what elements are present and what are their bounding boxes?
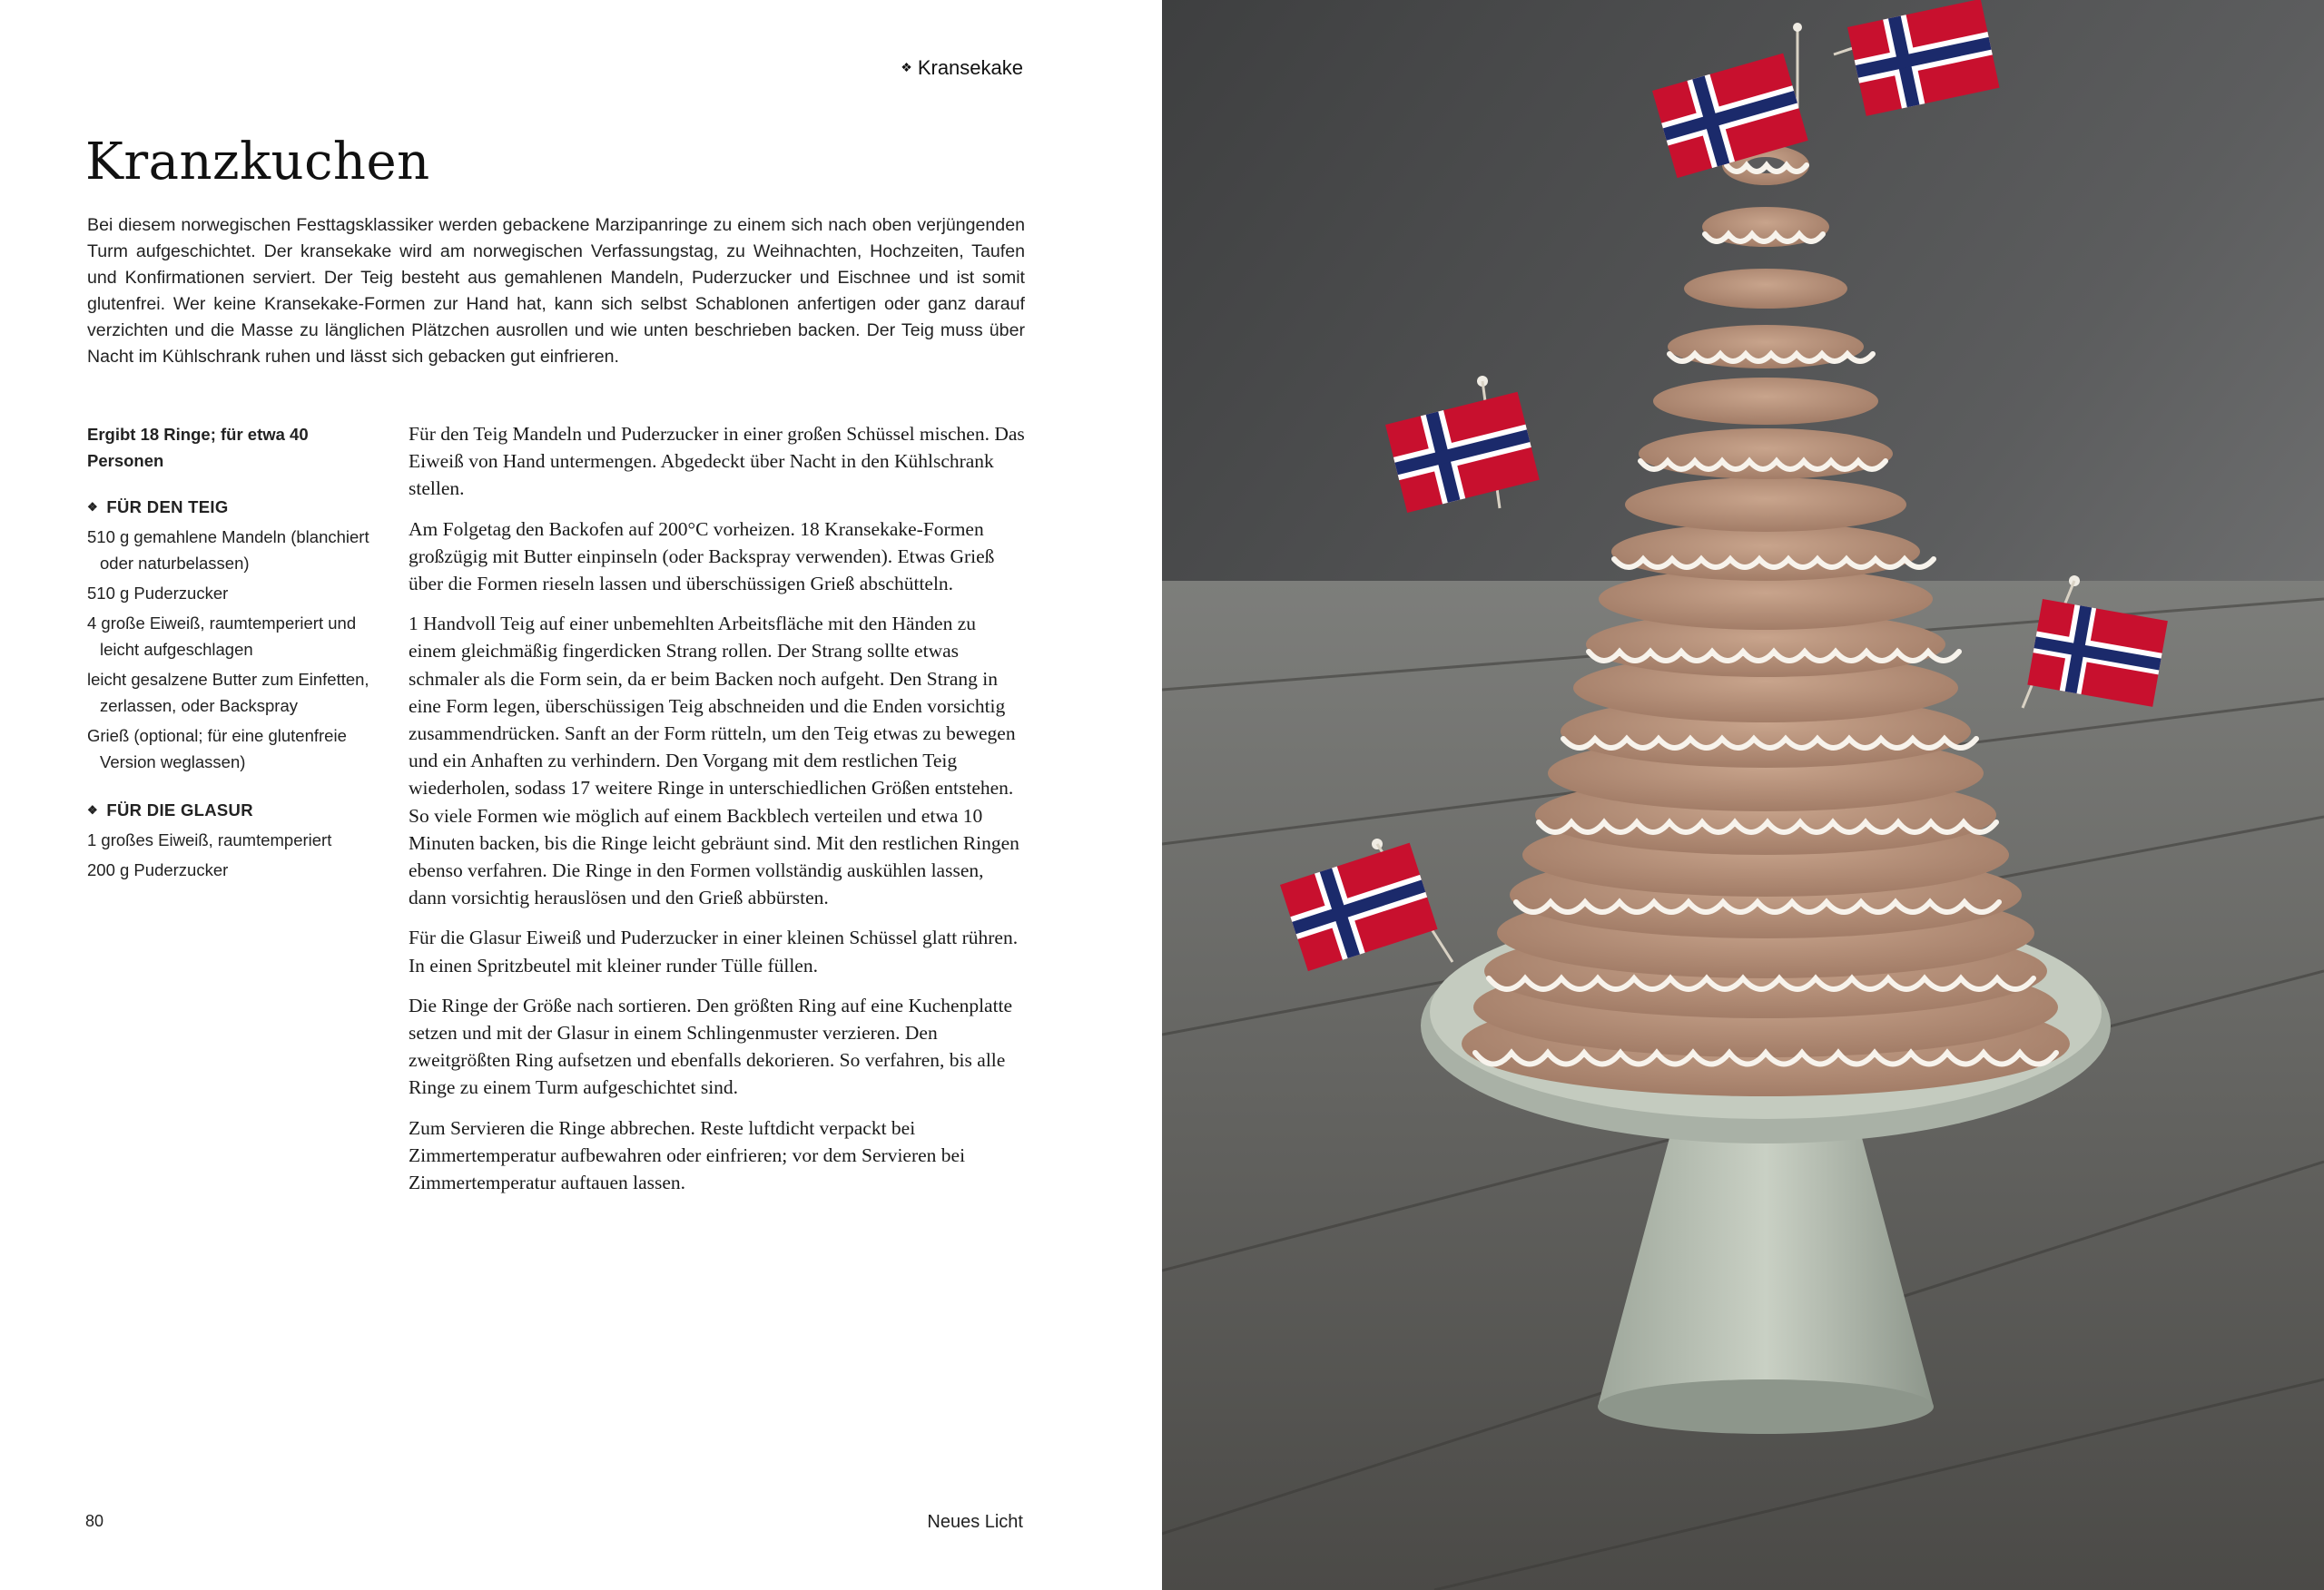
recipe-intro: Bei diesem norwegischen Festtagsklassiker werden gebackene Marzipanringe zu einem sich nach oben verjüngenden Turm aufgeschichtet. Der kransekake wird am norwegischen Verfassungstag, zu Weihnachten, Hochzeiten, Taufen und Konfirmationen serviert. Der Teig besteht aus gemahlenen Mandeln, Puderzucker und Eischnee und ist somit glutenfrei. Wer keine Kransekake-Formen zur Hand hat, kann sich selbst Schablonen anfertigen oder ganz darauf verzichten und die Masse zu länglichen Plätzchen ausrollen und wie unten beschrieben backen. Der Teig muss über Nacht im Kühlschrank ruhen und lässt sich gebacken gut einfrieren. <box>87 215 1025 367</box>
ingredient-item: Grieß (optional; für eine glutenfreie Version weglassen) <box>87 726 347 771</box>
method-step: Für den Teig Mandeln und Puderzucker in einer großen Schüssel mischen. Das Eiweiß von Hand untermengen. Abgedeckt über Nacht in den Kühlschrank stellen. <box>409 423 1025 500</box>
method-step: Zum Servieren die Ringe abbrechen. Reste luftdicht verpackt bei Zimmertemperatur aufbewahren oder einfrieren; vor dem Servieren bei Zimmertemperatur auftauen lassen. <box>409 1116 966 1194</box>
chapter-name: Neues Licht <box>927 1512 1023 1532</box>
ingredient-item: leicht gesalzene Butter zum Einfetten, zerlassen, oder Backspray <box>87 670 369 715</box>
yield-note: Ergibt 18 Ringe; für etwa 40 Personen <box>87 425 309 470</box>
ingredient-item: 1 großes Eiweiß, raumtemperiert <box>87 830 332 849</box>
dough-ingredient-list <box>87 524 378 775</box>
method-step: Die Ringe der Größe nach sortieren. Den größten Ring auf eine Kuchenplatte setzen und mit der Glasur in einem Schlingenmuster verzieren. Den zweitgrößten Ring aufsetzen und ebenfalls dekorieren. So verfahren, bis alle Ringe zu einem Turm aufgeschichtet sind. <box>409 994 1013 1099</box>
glaze-heading: ❖ FÜR DIE GLASUR <box>87 800 253 820</box>
recipe-title: Kranzkuchen <box>85 132 430 191</box>
diamond-ornament-icon: ❖ <box>87 500 98 514</box>
diamond-ornament-icon: ❖ <box>87 803 98 817</box>
right-page-photo <box>1162 0 2324 1590</box>
method-steps <box>409 420 1026 1209</box>
method-step: 1 Handvoll Teig auf einer unbemehlten Arbeitsfläche mit den Händen zu einem gleichmäßig fingerdicken Strang rollen. Der Strang sollte etwas schmaler als die Form sein, da er beim Backen noch aufgeht. Den Strang in eine Form legen, überschüssigen Teig abschneiden und die Enden vorsichtig zusammendrücken. Sanft an der Form rütteln, um den Teig etwas zu bewegen und ein Anhaften zu verhindern. Den Vorgang mit dem restlichen Teig wiederholen, sodass 17 weitere Ringe in unterschiedlichen Größen entstehen. So viele Formen wie möglich auf einem Backblech verteilen und etwa 10 Minuten backen, bis die Ringe leicht gebräunt sind. Mit den restlichen Ringen ebenso verfahren. Die Ringe in den Formen vollständig auskühlen lassen, dann vorsichtig herauslösen und den Grieß abbürsten. <box>409 613 1019 909</box>
method-step: Am Folgetag den Backofen auf 200°C vorheizen. 18 Kransekake-Formen großzügig mit Butter einpinseln (oder Backspray verwenden). Etwas Grieß über die Formen rieseln lassen und überschüssigen Grieß abschütteln. <box>409 517 995 595</box>
kransekake-photo <box>1162 0 2324 1590</box>
ingredients-sidebar <box>87 421 378 905</box>
method-step: Für die Glasur Eiweiß und Puderzucker in einer kleinen Schüssel glatt rühren. In einen Spritzbeutel mit kleiner runder Tülle füllen. <box>409 927 1019 977</box>
ingredient-item: 200 g Puderzucker <box>87 860 229 879</box>
diamond-ornament-icon: ❖ <box>901 60 912 74</box>
ingredient-item: 510 g gemahlene Mandeln (blanchiert oder naturbelassen) <box>87 527 369 573</box>
section-tag <box>901 56 1023 80</box>
page-number: 80 <box>85 1512 104 1530</box>
glaze-ingredient-list <box>87 827 378 883</box>
ingredient-item: 510 g Puderzucker <box>87 584 229 603</box>
ingredient-item: 4 große Eiweiß, raumtemperiert und leicht aufgeschlagen <box>87 613 357 659</box>
section-tag-label: Kransekake <box>917 56 1023 79</box>
cake-stand-base <box>1598 1379 1934 1434</box>
dough-heading: ❖ FÜR DEN TEIG <box>87 497 229 516</box>
